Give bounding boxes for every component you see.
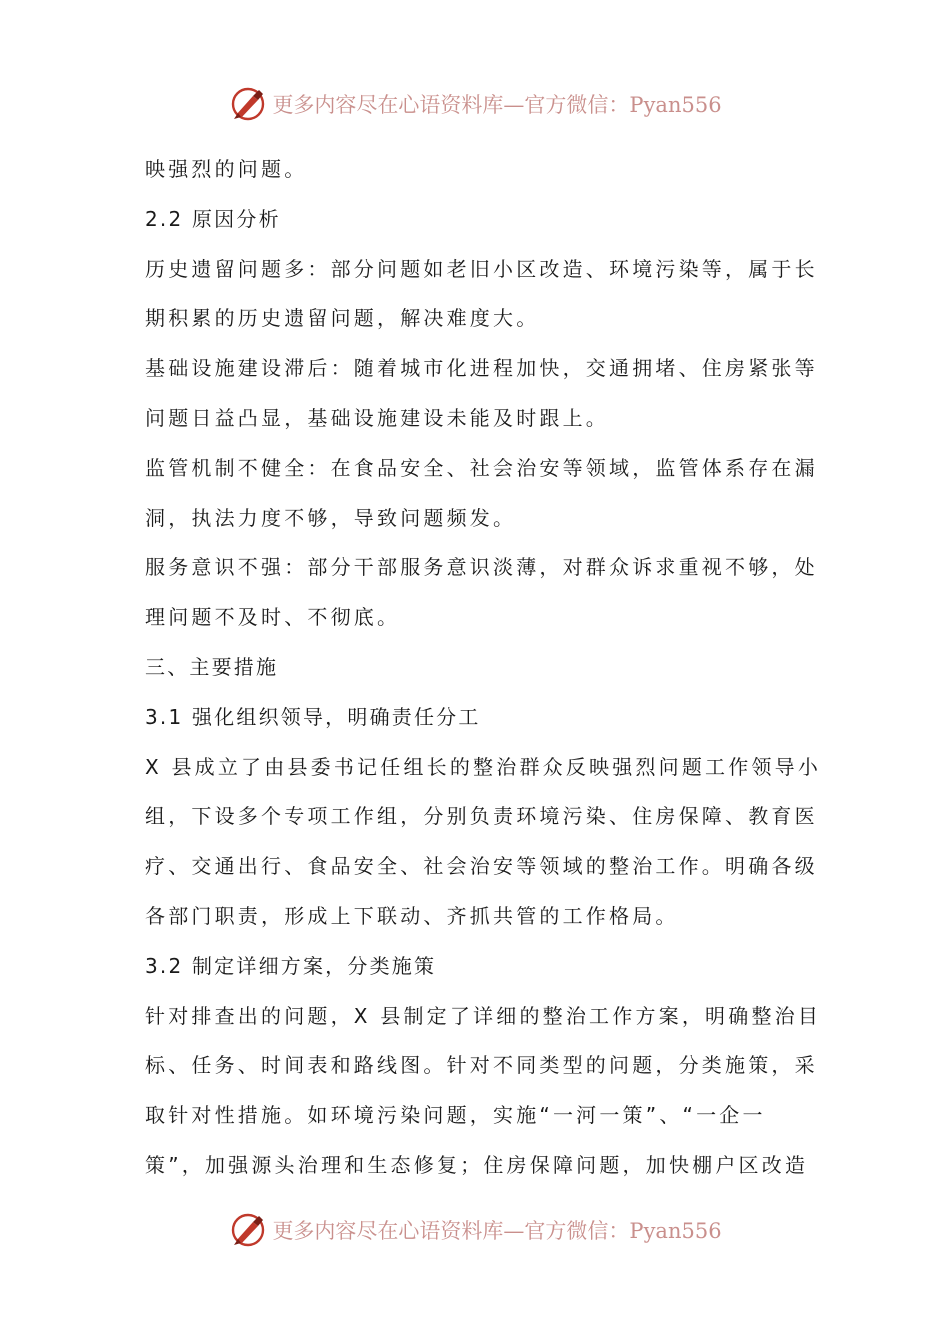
chapter-heading: 三、主要措施 — [145, 654, 279, 679]
text-line: 策”，加强源头治理和生态修复；住房保障问题，加快棚户区改造 — [145, 1152, 809, 1177]
text-line: 标、任务、时间表和路线图。针对不同类型的问题，分类施策，采 — [145, 1053, 818, 1078]
text-line: 理问题不及时、不彻底。 — [145, 605, 401, 630]
text-line: 各部门职责，形成上下联动、齐抓共管的工作格局。 — [145, 903, 679, 928]
text-line: 问题日益凸显，基础设施建设未能及时跟上。 — [145, 405, 609, 430]
pen-nib-logo-icon — [228, 84, 268, 124]
header-watermark — [0, 82, 950, 126]
section-heading: 2.2 原因分析 — [145, 206, 281, 231]
pen-nib-logo-icon — [228, 1210, 268, 1250]
text-line: 映强烈的问题。 — [145, 157, 308, 181]
text-line: 基础设施建设滞后：随着城市化进程加快，交通拥堵、住房紧张等 — [145, 356, 818, 381]
text-line: 历史遗留问题多：部分问题如老旧小区改造、环境污染等，属于长 — [145, 256, 818, 281]
section-heading: 3.1 强化组织领导，明确责任分工 — [145, 704, 481, 729]
watermark-text: 更多内容尽在心语资料库—官方微信：Pyan556 — [272, 93, 722, 117]
text-line: 组，下设多个专项工作组，分别负责环境污染、住房保障、教育医 — [145, 804, 818, 829]
section-heading: 3.2 制定详细方案，分类施策 — [145, 953, 437, 978]
footer-watermark — [0, 1208, 950, 1252]
text-line: 服务意识不强：部分干部服务意识淡薄，对群众诉求重视不够，处 — [145, 555, 818, 580]
text-line: 洞，执法力度不够，导致问题频发。 — [145, 505, 517, 530]
text-line: 监管机制不健全：在食品安全、社会治安等领域，监管体系存在漏 — [145, 455, 818, 480]
text-line: X 县成立了由县委书记任组长的整治群众反映强烈问题工作领导小 — [145, 754, 822, 779]
watermark-text: 更多内容尽在心语资料库—官方微信：Pyan556 — [272, 1219, 722, 1243]
document-body — [145, 145, 822, 1191]
text-line: 针对排查出的问题，X 县制定了详细的整治工作方案，明确整治目 — [145, 1003, 822, 1028]
text-line: 取针对性措施。如环境污染问题，实施“一河一策”、“一企一 — [145, 1103, 766, 1128]
text-line: 疗、交通出行、食品安全、社会治安等领域的整治工作。明确各级 — [145, 854, 818, 879]
text-line: 期积累的历史遗留问题，解决难度大。 — [145, 306, 540, 331]
